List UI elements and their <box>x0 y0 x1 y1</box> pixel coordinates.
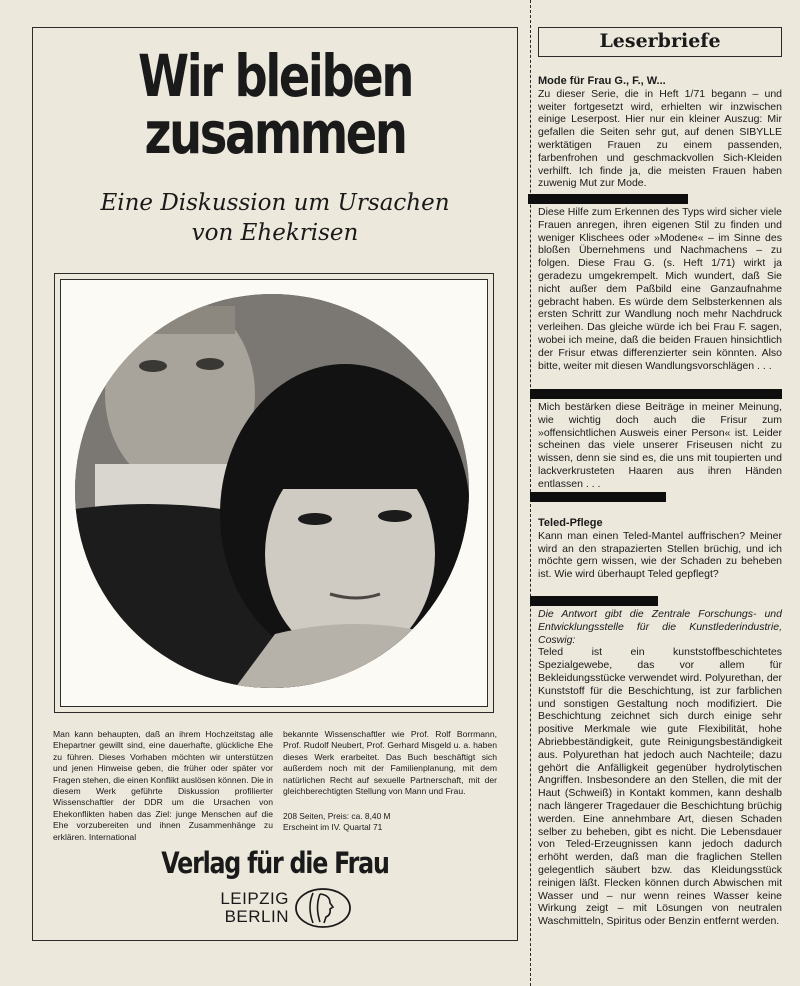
redaction-bar <box>528 194 688 204</box>
ad-publication-info <box>283 811 497 833</box>
couple-portrait-illustration <box>75 294 469 688</box>
book-advertisement <box>32 27 518 941</box>
couple-photo <box>75 294 469 688</box>
ad-pages-price: 208 Seiten, Preis: ca. 8,40 M <box>283 811 391 821</box>
section-heading: Leserbriefe <box>538 27 782 57</box>
letter-teled <box>538 517 782 581</box>
letter-fashion-title: Mode für Frau G., F., W... <box>538 75 666 87</box>
ad-body-left: Man kann behaupten, daß an ihrem Hochzeitstag alle Ehepartner gewillt sind, eine dauerhafte, glückliche Ehe zu führen. Dieses Vorhaben möchten wir unterstützen und jenen Hinweise geben, die früher oder später vor Fragen stehen, die einen Konflikt auslösen können. Die in diesem Werk geführte Diskussion profilierter Wissenschaftler der DDR um die Ursachen von Ehekonflikten haben das Ziel: junge Menschen auf die Ehe vorzubereiten und ihnen Zusammenhänge zu erklären. International <box>53 729 273 842</box>
logo-city-leipzig: LEIPZIG <box>220 889 289 908</box>
answer-source: Die Antwort gibt die Zentrale Forschungs- und Entwicklungsstelle für die Kunstlederindustrie, Coswig: <box>538 608 782 646</box>
ad-title: Wir bleiben zusammen <box>138 42 412 167</box>
redaction-bar <box>530 492 666 502</box>
photo-frame <box>54 273 494 713</box>
ad-body-right: bekannte Wissenschaftler wie Prof. Rolf Borrmann, Prof. Rudolf Neubert, Prof. Gerhard Misgeld u. a. haben dieses Werk erarbeitet. Das Buch beschäftigt sich außerdem noch mit der Familienplanung, mit dem natürlichen Recht auf sexuelle Partnerschaft, mit der gleichberechtigten Stellung von Mann und Frau. <box>283 729 497 797</box>
publisher-name: Verlag für die Frau <box>161 846 389 880</box>
ad-subtitle: Eine Diskussion um Ursachen von Ehekrisen <box>100 190 450 246</box>
letter-fashion-2: Diese Hilfe zum Erkennen des Typs wird sicher viele Frauen anregen, ihren eigenen Stil zu finden und weniger Klischees oder »Modene« – im Sinne des bloßen Übernehmens und Nachmachens – zu folgen. Diese Frau G. (s. Heft 1/71) wirkt ja geradezu umgekrempelt. Mich wundert, daß Sie nicht außer dem Paßbild eine Ganzaufnahme gebracht haben. Es würde dem Selbsterkennen als ersten Schritt zur Wandlung noch mehr Nachdruck verleihen. Das gleiche würde ich bei Frau F. sagen, wobei ich meine, daß die beiden Frauen hinsichtlich der Frisur etwas differenzierter sein könnten. Also bitte, weiter mit diesen Wandlungsvorschlägen . . . <box>538 206 782 372</box>
letter-fashion-3: Mich bestärken diese Beiträge in meiner Meinung, wie wichtig doch auch die Frisur zum »offensichtlichen Ausweis einer Person« ist. Leider scheinen das viele unserer Friseusen nicht zu wissen, denn sie sind es, die uns mit toupierten und lackverkrusteten Haaren aus ihren Händen entlassen . . . <box>538 401 782 490</box>
letter-teled-question: Kann man einen Teled-Mantel auffrischen? Meiner wird an den strapazierten Stellen brüchig, und ich möchte gern wissen, wie der Schaden zu beheben ist. Wie wird überhaupt Teled gepflegt? <box>538 529 782 581</box>
letter-teled-title: Teled-Pflege <box>538 517 603 529</box>
logo-city-berlin: BERLIN <box>224 907 289 926</box>
redaction-bar <box>530 389 782 399</box>
ad-release-date: Erscheint im IV. Quartal 71 <box>283 822 383 832</box>
redaction-bar <box>530 596 658 606</box>
letter-fashion <box>538 75 782 190</box>
letter-teled-answer <box>538 608 782 928</box>
publisher-logo <box>211 887 371 929</box>
answer-text: Teled ist ein kunststoffbeschichtetes Spezialgewebe, das vor allem für Bekleidungsstücke verwendet wird. Polyurethan, der Kunststoff für die Beschichtung, ist zur farblichen und sonstigen Gestaltung noch modifiziert. Die Beschichtung zeichnet sich durch einige sehr positive Merkmale wie gute Flexibilität, hohe Abriebbeständigkeit, gute Reinigungsbeständigkeit aus. Polyurethan hat jedoch auch Nachteile; dazu gehört die Anfälligkeit gegenüber hydrolytischen Angriffen. Insbesondere an den Stellen, die mit der Haut (Schweiß) in Kontakt kommen, kann deshalb nach längerer Tragedauer die Beschichtung brüchig werden. Eine annehmbare Art, diesen Schaden selber zu beheben, gibt es nicht. Die Lebensdauer von Teled-Erzeugnissen kann jedoch dadurch erhöht werden, daß man die fraglichen Stellen gelegentlich säubert bzw. das Kleidungsstück reinigen läßt. Flecken können durch Abwischen mit Wasser und – nur wenn reines Wasser keine Wirkung zeigt – mit Lösungen von neutralen Waschmitteln, Spiritus oder Benzin entfernt werden. <box>538 646 782 928</box>
profile-emblem-icon <box>293 887 353 929</box>
letter-fashion-intro: Zu dieser Serie, die in Heft 1/71 begann – und weiter fortgesetzt wird, erhielten wir inzwischen einige Leserpost. Hier nur ein kleiner Auszug: Mir gefallen die Seiten sehr gut, auf denen SIBYLLE werktätigen Frauen zu einem passenden, farbenfrohen und geschmackvollen Sich-Kleiden verhilft. Ich finde ja, die meisten Frauen haben zuwenig Mut zur Mode. <box>538 87 782 190</box>
